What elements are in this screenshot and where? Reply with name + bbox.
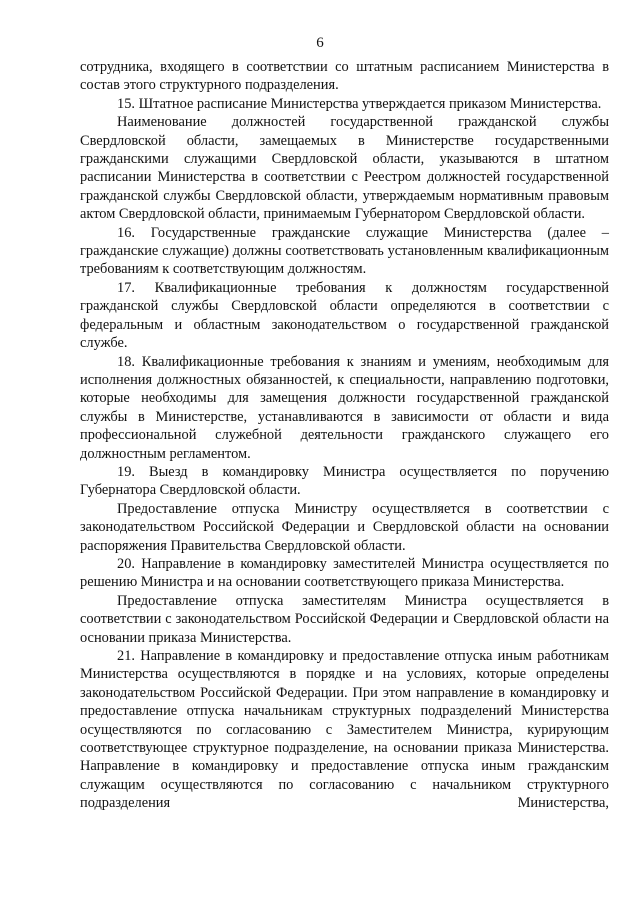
paragraph-deputy-leave: Предоставление отпуска заместителям Министра осуществляется в соответствии с законодательством Российской Федерации и Свердловской области на основании приказа Министерства. — [80, 592, 609, 646]
paragraph-17-qualification-requirements: 17. Квалификационные требования к должностям государственной гражданской службы Свердловской области определяются в соответствии с федеральным и областным законодательством о государственной гражданской службе. — [80, 279, 609, 352]
paragraph-21-employee-trips-leave: 21. Направление в командировку и предоставление отпуска иным работникам Министерства осуществляются в порядке и на условиях, которые определены законодательством Российской Федерации. При этом направление в командировку и предоставление отпуска начальникам структурных подразделений Министерства осуществляются по согласованию с Заместителем Министра, курирующим соответствующее структурное подразделение, на основании приказа Министерства. Направление в командировку и предоставление отпуска иным гражданским служащим осуществляются по согласованию с начальником структурного подразделения Министерства, — [80, 648, 609, 812]
page-number: 6 — [316, 35, 324, 51]
paragraph-15-staff-schedule: 15. Штатное расписание Министерства утверждается приказом Министерства. — [117, 95, 602, 112]
paragraph-position-names: Наименование должностей государственной гражданской службы Свердловской области, замещаемых в Министерстве государственными гражданскими служащими Свердловской области, указываются в штатном расписании Министерства в соответствии с Реестром должностей государственной гражданской службы Свердловской области, утверждаемым нормативным правовым актом Свердловской области, принимаемым Губернатором Свердловской области. — [80, 114, 609, 223]
paragraph-20-deputy-business-trip: 20. Направление в командировку заместителей Министра осуществляется по решению Министра и на основании соответствующего приказа Министерства. — [80, 555, 609, 591]
document-body — [80, 58, 609, 813]
paragraph-16-civil-servants: 16. Государственные гражданские служащие Министерства (далее – гражданские служащие) должны соответствовать установленным квалификационным требованиям к соответствующим должностям. — [80, 224, 609, 278]
paragraph-minister-leave: Предоставление отпуска Министру осуществляется в соответствии с законодательством Российской Федерации и Свердловской области на основании распоряжения Правительства Свердловской области. — [80, 500, 609, 554]
paragraph-18-knowledge-skills: 18. Квалификационные требования к знаниям и умениям, необходимым для исполнения должностных обязанностей, к специальности, направлению подготовки, которые необходимы для замещения должности государственной гражданской службы в Министерстве, устанавливаются в зависимости от области и вида профессиональной служебной деятельности гражданского служащего его должностным регламентом. — [80, 353, 609, 462]
paragraph-19-minister-business-trip: 19. Выезд в командировку Министра осуществляется по поручению Губернатора Свердловской области. — [80, 463, 609, 499]
paragraph-staffing-continuation: сотрудника, входящего в соответствии со штатным расписанием Министерства в состав этого структурного подразделения. — [80, 59, 609, 94]
